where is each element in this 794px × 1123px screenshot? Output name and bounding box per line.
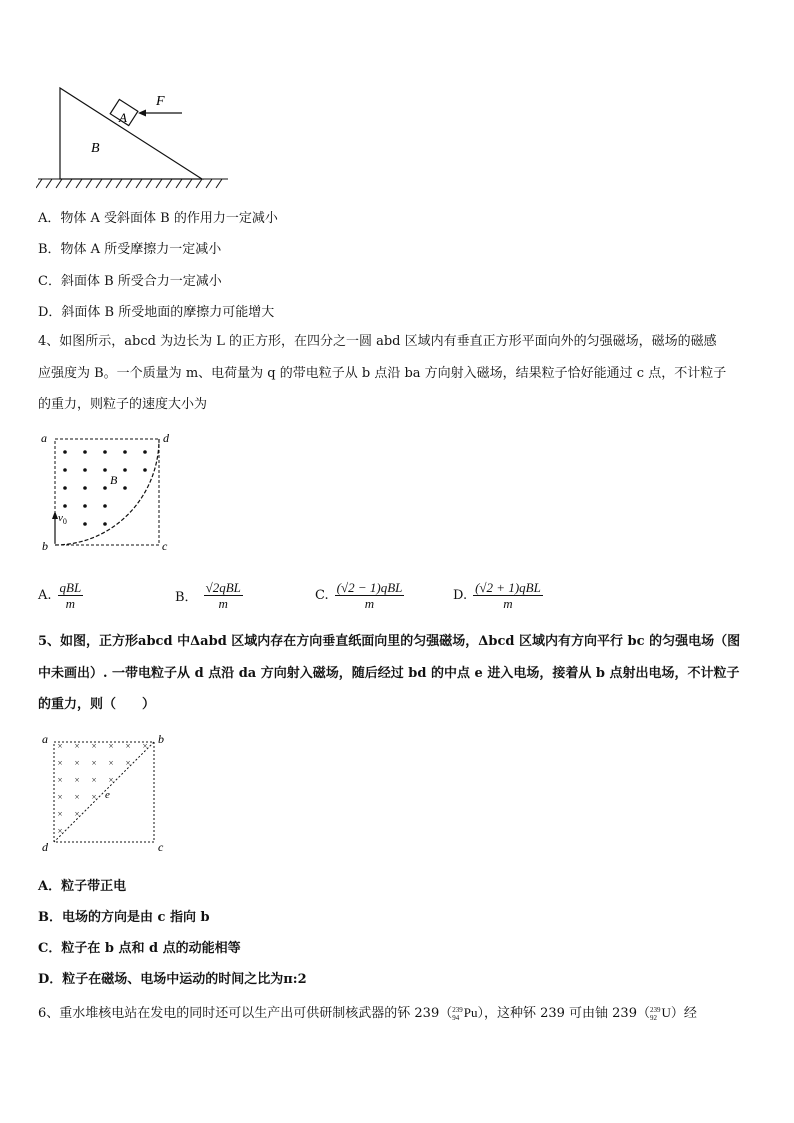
q6-text-mid: ），这种钚 239 可由铀 239（	[477, 1006, 650, 1021]
q6-text-pre: 6、重水堆核电站在发电的同时还可以生产出可供研制核武器的钚 239（	[38, 1006, 453, 1021]
q4-answer-a	[38, 580, 83, 611]
answer-c-denominator: m	[364, 596, 375, 611]
field-crosses	[57, 741, 147, 836]
q3-option-d: D．斜面体 B 所受地面的摩擦力可能增大	[38, 305, 275, 320]
label-c: c	[162, 539, 168, 553]
svg-text:×: ×	[91, 775, 97, 785]
pu-symbol: Pu	[463, 1005, 478, 1020]
label-e: e	[105, 789, 110, 801]
label-F: F	[156, 94, 165, 109]
svg-text:×: ×	[91, 741, 97, 751]
svg-text:×: ×	[108, 758, 114, 768]
answer-b-letter: B．	[175, 590, 198, 605]
label-field-B: B	[110, 473, 118, 487]
label-d: d	[42, 840, 48, 854]
answer-c-numerator: (√2 − 1)qBL	[336, 580, 403, 595]
q3-option-c: C．斜面体 B 所受合力一定减小	[38, 274, 222, 289]
q5-option-d: D．粒子在磁场、电场中运动的时间之比为π:2	[38, 972, 307, 987]
q3-option-b: B．物体 A 所受摩擦力一定减小	[38, 242, 222, 257]
svg-text:×: ×	[108, 775, 114, 785]
label-B: B	[91, 141, 100, 156]
label-c: c	[158, 840, 164, 854]
incline-B	[60, 88, 202, 179]
q4-text-line-1: 4、如图所示，abcd 为边长为 L 的正方形，在四分之一圆 abd 区域内有垂直正方形平面向外的匀强磁场，磁场的磁感	[38, 334, 717, 349]
q5-square-figure	[38, 730, 170, 856]
square-border	[55, 439, 159, 545]
svg-text:×: ×	[125, 758, 131, 768]
svg-text:×: ×	[57, 792, 63, 802]
svg-text:×: ×	[74, 741, 80, 751]
svg-text:×: ×	[74, 809, 80, 819]
label-d: d	[163, 431, 169, 445]
svg-text:×: ×	[57, 741, 63, 751]
answer-b-denominator: m	[218, 596, 228, 611]
svg-text:×: ×	[57, 775, 63, 785]
svg-text:×: ×	[142, 741, 148, 751]
answer-b-numerator: √2qBL	[205, 580, 241, 595]
q3-option-a: A．物体 A 受斜面体 B 的作用力一定减小	[38, 211, 278, 226]
label-a: a	[41, 431, 47, 445]
answer-a-numerator: qBL	[59, 580, 82, 595]
answer-b-fraction	[204, 580, 243, 611]
label-v0: $v_0$	[58, 512, 67, 526]
q6-text-post: ）经	[670, 1006, 697, 1021]
incline-figure	[36, 80, 236, 190]
q4-answer-b	[175, 580, 243, 611]
svg-text:×: ×	[57, 809, 63, 819]
quarter-arc	[55, 439, 159, 545]
svg-text:×: ×	[108, 741, 114, 751]
answer-d-letter: D.	[453, 588, 468, 603]
u-nuclide-numbers: 239 92	[649, 1005, 661, 1022]
label-b: b	[42, 539, 48, 553]
q5-text-line-1: 5、如图，正方形abcd 中Δabd 区域内存在方向垂直纸面向里的匀强磁场，Δbcd 区域内有方向平行 bc 的匀强电场（图	[38, 634, 741, 649]
svg-text:×: ×	[74, 775, 80, 785]
q4-answer-c	[315, 580, 404, 611]
answer-d-numerator: (√2 + 1)qBL	[475, 580, 541, 595]
answer-a-letter: A.	[38, 588, 52, 603]
field-dots	[63, 450, 147, 526]
svg-text:×: ×	[74, 758, 80, 768]
label-a: a	[42, 732, 48, 746]
q5-option-a: A．粒子带正电	[38, 879, 127, 894]
q4-text-line-3: 的重力，则粒子的速度大小为	[38, 397, 208, 412]
label-b: b	[158, 732, 164, 746]
answer-a-fraction	[58, 580, 84, 611]
q5-option-c: C．粒子在 b 点和 d 点的动能相等	[38, 941, 241, 956]
svg-text:×: ×	[57, 758, 63, 768]
svg-text:×: ×	[57, 826, 63, 836]
ground-hatch	[36, 179, 228, 188]
answer-c-fraction	[335, 580, 405, 611]
u-symbol: U	[661, 1005, 671, 1020]
q5-text-line-3: 的重力，则（ ）	[38, 697, 156, 712]
svg-text:×: ×	[91, 758, 97, 768]
q5-text-line-2: 中未画出）. 一带电粒子从 d 点沿 da 方向射入磁场，随后经过 bd 的中点 e 进入电场，接着从 b 点射出电场，不计粒子	[38, 666, 740, 681]
q6-text-line-1	[38, 1003, 697, 1024]
diagonal-bd	[54, 742, 154, 842]
q4-answer-d	[453, 580, 543, 611]
q4-square-figure	[38, 428, 178, 558]
answer-c-letter: C.	[315, 588, 329, 603]
pu-nuclide-numbers: 239 94	[452, 1005, 463, 1022]
answer-a-denominator: m	[65, 596, 76, 611]
force-arrowhead	[138, 110, 146, 117]
answer-d-fraction	[473, 580, 543, 611]
svg-text:×: ×	[74, 792, 80, 802]
q5-option-b: B．电场的方向是由 c 指向 b	[38, 910, 210, 925]
svg-text:×: ×	[125, 741, 131, 751]
label-A: A	[119, 110, 127, 125]
answer-d-denominator: m	[503, 596, 513, 611]
q4-text-line-2: 应强度为 B。一个质量为 m、电荷量为 q 的带电粒子从 b 点沿 ba 方向射入磁场，结果粒子恰好能通过 c 点，不计粒子	[38, 366, 727, 381]
svg-text:×: ×	[91, 792, 97, 802]
